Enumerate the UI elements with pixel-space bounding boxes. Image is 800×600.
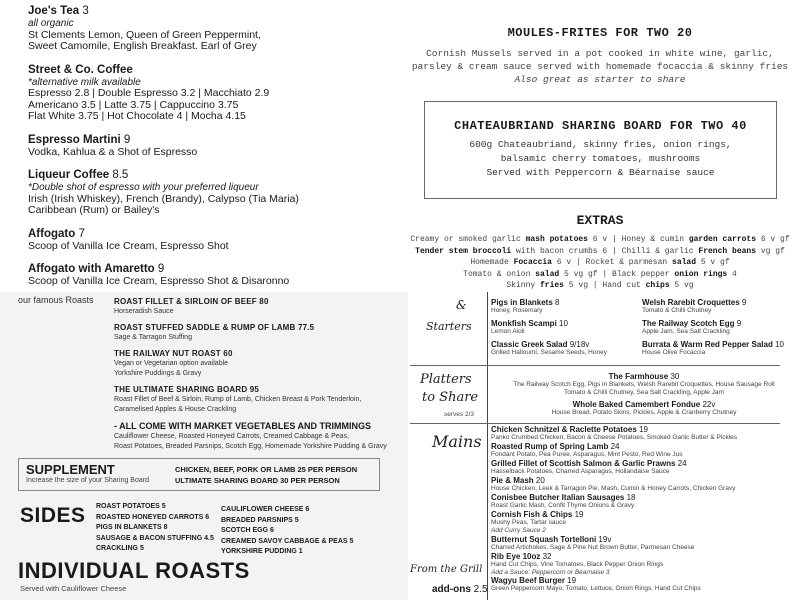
item-title: Conisbee Butcher Italian Sausages <box>491 493 625 502</box>
drink-item <box>28 5 400 53</box>
platters-label: Platters <box>420 372 472 387</box>
item-price: 9/18v <box>569 340 590 349</box>
extra-item-name: garden carrots <box>688 235 757 244</box>
item-title: Welsh Rarebit Croquettes <box>642 298 740 307</box>
board-line: Horseradish Sauce <box>114 308 174 315</box>
item-description: Lemon Aioli <box>491 328 525 335</box>
drink-line: Scoop of Vanilla Ice Cream, Espresso Shot & Disaronno <box>28 275 290 287</box>
board-title: ROAST STUFFED SADDLE & RUMP OF LAMB 77.5 <box>114 323 315 332</box>
item-addon: Add a Sauce: Peppercorn or Béarnaise 3 <box>491 568 610 576</box>
item-price: 24 <box>677 459 687 468</box>
item-description: Green Peppercorn Mayo, Tomato, Lettuce, Onion Rings, Hand Cut Chips <box>491 585 701 592</box>
grill-label: From the Grill <box>410 564 483 575</box>
item-title: The Farmhouse <box>608 372 669 381</box>
item-name <box>491 340 607 349</box>
item-name <box>491 298 559 307</box>
board-line: Sage & Tarragon Stuffing <box>114 334 192 341</box>
drink-note: *alternative milk available <box>28 76 141 88</box>
item-description: Grilled Halloumi, Sesame Seeds, Honey <box>491 349 607 356</box>
divider <box>487 292 488 600</box>
supplement-rows <box>175 464 357 486</box>
individual-roasts-title: INDIVIDUAL ROASTS <box>18 558 250 583</box>
item-description: House Bread, Potato Skins, Pickles, Apple & Cranberry Chutney <box>551 409 737 416</box>
item-price: 19v <box>598 534 612 544</box>
roasts-menu <box>0 292 408 600</box>
sides-column-1 <box>96 502 214 555</box>
side-item: ROAST POTATOES 5 <box>96 503 166 510</box>
drink-line: Vodka, Kahlua & a Shot of Espresso <box>28 145 198 158</box>
drinks-menu <box>0 0 400 292</box>
menu-item <box>642 340 784 357</box>
drink-name: Joe's Tea <box>28 5 80 17</box>
drink-note: all organic <box>28 18 74 29</box>
drink-line: Espresso 2.8 | Double Espresso 3.2 | Macchiato 2.9 <box>28 87 270 99</box>
drink-title <box>28 228 400 241</box>
extra-text: Creamy or smoked garlic <box>410 235 526 244</box>
moules-note: Also great as starter to share <box>514 74 686 85</box>
item-name <box>642 340 784 349</box>
item-price: 19 <box>574 510 584 519</box>
item-price: 22v <box>702 400 716 409</box>
drink-item <box>28 64 400 123</box>
item-description: Tomato & Chilli Chutney <box>642 307 712 314</box>
item-title: Grilled Fillet of Scottish Salmon & Garlic Prawns <box>491 459 676 468</box>
item-price: 18 <box>626 493 636 502</box>
item-title: Burrata & Warm Red Pepper Salad <box>642 340 773 349</box>
extra-text: 5 vg gf | Black pepper <box>559 269 675 279</box>
chateaubriand-line: Served with Peppercorn & Béarnaise sauce <box>486 167 715 178</box>
side-item: CREAMED SAVOY CABBAGE & PEAS 5 <box>221 537 354 545</box>
sides-title: SIDES <box>20 504 86 527</box>
board-title: THE RAILWAY NUT ROAST 60 <box>114 349 233 358</box>
drink-price: 9 <box>123 133 131 146</box>
item-title: Wagyu Beef Burger <box>491 576 565 585</box>
chateaubriand-title: CHATEAUBRIAND SHARING BOARD FOR TWO 40 <box>454 119 747 133</box>
menu-item <box>491 576 796 593</box>
roasts-side-label: our famous Roasts <box>18 295 94 305</box>
item-addon: Add Curry Sauce 2 <box>491 527 546 534</box>
item-description: The Railway Scotch Egg, Pigs in Blankets, Welsh Rarebit Croquettes, House Sausage Roll <box>513 381 775 388</box>
side-item: CRACKLING 5 <box>96 545 144 552</box>
extra-text: 6 v | Honey & cumin <box>587 235 689 244</box>
extra-item-name: Focaccia <box>513 258 552 267</box>
menu-item <box>490 400 798 417</box>
mains-list <box>491 425 796 593</box>
menu-item <box>491 340 607 357</box>
drink-name: Street & Co. Coffee <box>28 63 133 76</box>
main-menu <box>410 292 800 600</box>
extra-text: 5 vg | Hand cut <box>563 281 646 290</box>
moules-title: MOULES-FRITES FOR TWO 20 <box>507 26 693 40</box>
extra-text: vg gf <box>756 246 785 256</box>
extra-text: 4 <box>727 269 737 279</box>
side-item: SCOTCH EGG 6 <box>221 527 274 534</box>
board-description <box>114 359 406 379</box>
item-price: 9 <box>736 319 742 328</box>
individual-roasts-subtitle: Served with Cauliflower Cheese <box>20 584 127 593</box>
trimmings-line: Roast Potatoes, Breaded Parsnips, Scotch Egg, Homemade Yorkshire Pudding & Gravy <box>114 443 387 450</box>
drink-item <box>28 228 400 253</box>
extra-item-name: salad <box>672 258 697 267</box>
item-name <box>491 552 796 561</box>
item-name <box>490 400 798 409</box>
menu-item <box>490 372 798 397</box>
side-item: ROASTED HONEYED CARROTS 6 <box>96 513 210 521</box>
item-title: Rib Eye 10oz <box>491 551 541 561</box>
specials-menu <box>400 0 800 292</box>
item-name <box>491 459 796 468</box>
item-price: 9 <box>741 298 747 307</box>
moules-description <box>400 47 800 86</box>
item-price: 10 <box>559 319 568 328</box>
item-description: Apple Jam, Sea Salt Crackling <box>642 328 730 335</box>
sides-column-2 <box>221 505 353 558</box>
chateaubriand-description <box>425 138 776 180</box>
side-item: SAUSAGE & BACON STUFFING 4.5 <box>96 534 214 542</box>
platters-serves: serves 2/3 <box>444 411 474 418</box>
drink-price: 7 <box>78 227 85 240</box>
menu-item <box>491 510 796 535</box>
supplement-row: CHICKEN, BEEF, PORK OR LAMB 25 PER PERSON <box>175 465 358 474</box>
starters-label-amp: & <box>456 298 467 312</box>
extras-row <box>400 280 800 292</box>
menu-item <box>491 535 796 552</box>
drink-price: 3 <box>82 5 89 17</box>
extra-item-name: fries <box>539 281 564 290</box>
extra-item-name: French beans <box>698 246 757 256</box>
extra-text: Homemade <box>470 258 514 267</box>
item-title: Classic Greek Salad <box>491 340 568 349</box>
item-name <box>490 372 798 381</box>
drink-line: Scoop of Vanilla Ice Cream, Espresso Shot <box>28 239 229 252</box>
item-price: 32 <box>542 551 552 561</box>
item-description: Honey, Rosemary <box>491 307 543 314</box>
mains-label: Mains <box>432 432 482 451</box>
item-title: Cornish Fish & Chips <box>491 510 573 519</box>
item-name <box>491 493 796 502</box>
board-line: Yorkshire Puddings & Gravy <box>114 370 202 377</box>
extras-row <box>400 269 800 281</box>
extra-text: 6 v gf <box>756 235 790 244</box>
extras-row <box>400 257 800 269</box>
item-title: Butternut Squash Tortelloni <box>491 534 597 544</box>
item-title: Pigs in Blankets <box>491 298 553 307</box>
menu-item <box>642 298 746 315</box>
item-price: 19 <box>639 425 648 434</box>
extra-text: Tomato & onion <box>463 269 536 279</box>
item-title: Chicken Schnitzel & Raclette Potatoes <box>491 425 637 434</box>
drink-line: Americano 3.5 | Latte 3.75 | Cappuccino 3.75 <box>28 98 239 111</box>
item-title: Whole Baked Camembert Fondue <box>572 400 701 409</box>
item-description: Fondant Potato, Pea Puree, Asparagus, Mint Pesto, Red Wine Jus <box>491 451 683 458</box>
drink-line: Caribbean (Rum) or Bailey's <box>28 204 160 216</box>
item-price: 8 <box>555 298 560 307</box>
extras-row <box>400 234 800 246</box>
drink-name: Affogato <box>28 227 76 240</box>
chateaubriand-box <box>424 101 777 199</box>
drink-name: Affogato with Amaretto <box>28 263 155 275</box>
extra-item-name: salad <box>535 269 560 279</box>
item-title: Roasted Rump of Spring Lamb <box>491 442 609 451</box>
supplement-box <box>18 458 380 491</box>
platters-label-2: to Share <box>422 390 479 405</box>
side-item: PIGS IN BLANKETS 8 <box>96 524 168 531</box>
starters-label: Starters <box>426 320 472 333</box>
board-line: Vegan or Vegetarian option available <box>114 360 229 367</box>
menu-item <box>491 476 796 493</box>
drink-price: 8.5 <box>112 169 129 181</box>
extra-item-name: mash potatoes <box>525 235 588 244</box>
board-title: THE ULTIMATE SHARING BOARD 95 <box>114 385 260 394</box>
drink-line: St Clements Lemon, Queen of Green Peppermint, <box>28 28 261 41</box>
item-title: The Railway Scotch Egg <box>642 319 735 328</box>
moules-line: Cornish Mussels served in a pot cooked in white wine, garlic, <box>426 48 774 59</box>
extra-text: Skinny <box>506 281 540 290</box>
extra-text: 5 vg <box>669 281 694 290</box>
menu-item <box>491 552 796 577</box>
board-description <box>114 307 406 317</box>
drink-title <box>28 64 400 77</box>
drink-item <box>28 169 400 217</box>
drink-line: Flat White 3.75 | Hot Chocolate 4 | Mocha 4.15 <box>28 110 246 122</box>
drink-line: Irish (Irish Whiskey), French (Brandy), Calypso (Tia Maria) <box>28 192 299 205</box>
item-description: Hasselback Potatoes, Charred Asparagus, Hollandaise Sauce <box>491 468 670 475</box>
supplement-title: SUPPLEMENT <box>26 462 115 477</box>
extra-item-name: onion rings <box>674 269 728 279</box>
item-price: 24 <box>610 442 620 451</box>
menu-item <box>491 425 796 442</box>
chateaubriand-line: 600g Chateaubriand, skinny fries, onion rings, <box>469 139 732 150</box>
extra-item-name: chips <box>645 281 670 290</box>
item-description: Tomato & Chilli Chutney, Sea Salt Crackling, Apple Jam <box>564 389 724 396</box>
drink-title <box>28 5 400 18</box>
item-title: Pie & Mash <box>491 476 534 485</box>
drink-item <box>28 263 400 288</box>
item-name <box>491 425 796 434</box>
moules-line: parsley & cream sauce served with homemade focaccia & skinny fries <box>411 61 789 72</box>
side-item: BREADED PARSNIPS 5 <box>221 516 299 524</box>
extras-list <box>400 234 800 292</box>
drink-name: Liqueur Coffee <box>28 169 110 181</box>
menu-item <box>491 459 796 476</box>
extra-text: 5 v gf <box>696 258 730 267</box>
item-name <box>642 319 741 328</box>
extras-title: EXTRAS <box>576 213 624 228</box>
menu-item <box>491 442 796 459</box>
item-price: 20 <box>535 476 545 485</box>
trimmings-line: Cauliflower Cheese, Roasted Honeyed Carrots, Creamed Cabbage & Peas, <box>114 433 350 440</box>
item-description: Roast Garlic Mash, Confit Thyme Onions & Gravy <box>491 502 635 509</box>
item-description: Panko Crumbed Chicken, Bacon & Cheese Potatoes, Smoked Garlic Butter & Pickles <box>491 434 738 441</box>
chateaubriand-line: balsamic cherry tomatoes, mushrooms <box>500 153 701 164</box>
divider <box>410 423 780 424</box>
menu-item <box>491 298 559 315</box>
menu-item <box>642 319 741 336</box>
board-line: Caramelised Apples & House Crackling <box>114 406 237 413</box>
item-price: 19 <box>567 576 577 585</box>
drink-title <box>28 169 400 182</box>
drink-line: Sweet Camomile, English Breakfast. Earl of Grey <box>28 40 257 52</box>
item-name <box>491 476 796 485</box>
drink-title <box>28 134 400 147</box>
item-price: 10 <box>775 340 784 349</box>
item-description: Charred Artichokes, Sage & Pine Nut Brown Butter, Parmesan Cheese <box>491 543 695 551</box>
side-item: YORKSHIRE PUDDING 1 <box>221 548 303 555</box>
item-description: House Olive Focaccia <box>642 349 706 356</box>
addons-price: 2.5 <box>473 584 488 595</box>
board-description <box>114 395 406 415</box>
drink-name: Espresso Martini <box>28 133 121 146</box>
board-title: ROAST FILLET & SIRLOIN OF BEEF 80 <box>114 297 269 306</box>
item-name <box>491 535 796 544</box>
board-line: Roast Fillet of Beef & Sirloin, Rump of Lamb, Chicken Breast & Pork Tenderloin, <box>114 396 362 403</box>
supplement-row: ULTIMATE SHARING BOARD 30 PER PERSON <box>175 476 340 485</box>
item-price: 30 <box>670 372 680 381</box>
drink-item <box>28 134 400 159</box>
menu-item <box>491 493 796 510</box>
sharing-boards <box>114 297 406 452</box>
addons-label <box>432 584 488 595</box>
trimmings-title: - ALL COME WITH MARKET VEGETABLES AND TRIMMINGS <box>114 421 371 431</box>
item-name <box>491 510 796 519</box>
extra-text: 6 v | Rocket & parmesan <box>551 258 673 267</box>
extras-row <box>400 246 800 258</box>
item-name <box>491 576 796 585</box>
item-name <box>491 319 568 328</box>
drink-note: *Double shot of espresso with your preferred liqueur <box>28 182 259 193</box>
item-name <box>491 442 796 451</box>
addons-text: add-ons <box>432 584 471 595</box>
side-item: CAULIFLOWER CHEESE 6 <box>221 506 310 513</box>
item-title: Monkfish Scampi <box>491 319 557 328</box>
divider <box>410 365 780 366</box>
item-description: Mushy Peas, Tartar sauce <box>491 519 567 526</box>
supplement-subtitle: Increase the size of your Sharing Board <box>26 477 149 484</box>
extra-text: with bacon crumbs 6 | Chilli & garlic <box>511 246 699 256</box>
item-description: Hand Cut Chips, Vine Tomatoes, Black Pepper Onion Rings <box>491 560 664 568</box>
menu-item <box>491 319 568 336</box>
drink-price: 9 <box>157 263 165 275</box>
extra-item-name: Tender stem broccoli <box>415 246 512 256</box>
item-description: House Chicken, Leek & Tarragon Pie, Mash, Cumin & Honey Carrots, Chicken Gravy <box>491 485 736 492</box>
item-name <box>642 298 746 307</box>
board-description <box>114 333 406 343</box>
